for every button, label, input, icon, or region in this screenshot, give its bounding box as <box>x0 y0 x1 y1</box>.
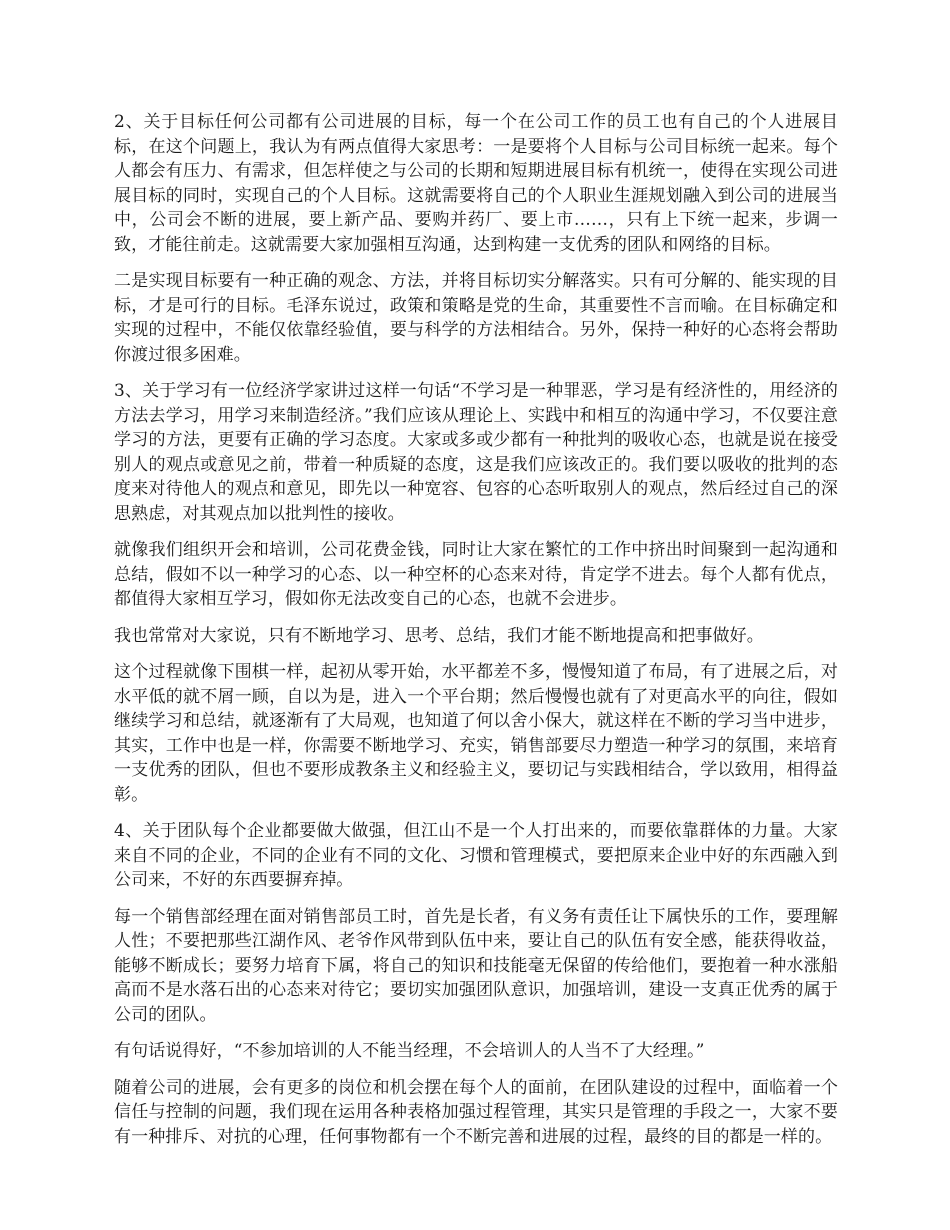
paragraph-learning-1: 3、关于学习有一位经济学家讲过这样一句话“不学习是一种罪恶，学习是有经济性的，用经济的方法去学习，用学习来制造经济。”我们应该从理论上、实践中和相互的沟通中学习，不仅要注意学习的方法，更要有正确的学习态度。大家或多或少都有一种批判的吸收心态，也就是说在接受别人的观点或意见之前，带着一种质疑的态度，这是我们应该改正的。我们要以吸收的批判的态度来对待他人的观点和意见，即先以一种宽容、包容的心态听取别人的观点，然后经过自己的深思熟虑，对其观点加以批判性的接收。 <box>114 381 838 524</box>
paragraph-learning-3: 我也常常对大家说，只有不断地学习、思考、总结，我们才能不断地提高和把事做好。 <box>114 625 764 646</box>
paragraph-team-2: 每一个销售部经理在面对销售部员工时，首先是长者，有义务有责任让下属快乐的工作，要理解人性；不要把那些江湖作风、老爷作风带到队伍中来，要让自己的队伍有安全感，能获得收益，能够不断成长；要努力培育下属，将自己的知识和技能毫无保留的传给他们，要抱着一种水涨船高而不是水落石出的心态来对待它；要切实加强团队意识，加强培训，建设一支真正优秀的属于公司的团队。 <box>114 906 838 1025</box>
paragraph-goals-1: 2、关于目标任何公司都有公司进展的目标，每一个在公司工作的员工也有自己的个人进展目标，在这个问题上，我认为有两点值得大家思考：一是要将个人目标与公司目标统一起来。每个人都会有压力、有需求，但怎样使之与公司的长期和短期进展目标有机统一，使得在实现公司进展目标的同时，实现自己的个人目标。这就需要将自己的个人职业生涯规划融入到公司的进展当中，公司会不断的进展，要上新产品、要购并药厂、要上市……，只有上下统一起来，步调一致，才能往前走。这就需要大家加强相互沟通，达到构建一支优秀的团队和网络的目标。 <box>114 112 838 255</box>
paragraph-team-4: 随着公司的进展，会有更多的岗位和机会摆在每个人的面前，在团队建设的过程中，面临着一个信任与控制的问题，我们现在运用各种表格加强过程管理，其实只是管理的手段之一，大家不要有一种排斥、对抗的心理，任何事物都有一个不断完善和进展的过程，最终的目的都是一样的。 <box>114 1077 838 1147</box>
paragraph-learning-4: 这个过程就像下围棋一样，起初从零开始，水平都差不多，慢慢知道了布局，有了进展之后，对水平低的就不屑一顾，自以为是，进入一个平台期；然后慢慢也就有了对更高水平的向往，假如继续学习和总结，就逐渐有了大局观，也知道了何以舍小保大，就这样在不断的学习当中进步，其实，工作中也是一样，你需要不断地学习、充实，销售部要尽力塑造一种学习的氛围，来培育一支优秀的团队，但也不要形成教条主义和经验主义，要切记与实践相结合，学以致用，相得益彰。 <box>114 662 838 805</box>
paragraph-team-3: 有句话说得好，“不参加培训的人不能当经理，不会培训人的人当不了大经理。” <box>114 1041 705 1061</box>
paragraph-team-1: 4、关于团队每个企业都要做大做强，但江山不是一个人打出来的，而要依靠群体的力量。大家来自不同的企业，不同的企业有不同的文化、习惯和管理模式，要把原来企业中好的东西融入到公司来，不好的东西要摒弃掉。 <box>114 821 838 890</box>
paragraph-learning-2: 就像我们组织开会和培训，公司花费金钱，同时让大家在繁忙的工作中挤出时间聚到一起沟通和总结，假如不以一种学习的心态、以一种空杯的心态来对待，肯定学不进去。每个人都有优点，都值得大家相互学习，假如你无法改变自己的心态，也就不会进步。 <box>114 540 838 609</box>
paragraph-goals-2: 二是实现目标要有一种正确的观念、方法，并将目标切实分解落实。只有可分解的、能实现的目标，才是可行的目标。毛泽东说过，政策和策略是党的生命，其重要性不言而喻。在目标确定和实现的过程中，不能仅依靠经验值，要与科学的方法相结合。另外，保持一种好的心态将会帮助你渡过很多困难。 <box>114 271 838 365</box>
document-body <box>114 110 838 1161</box>
